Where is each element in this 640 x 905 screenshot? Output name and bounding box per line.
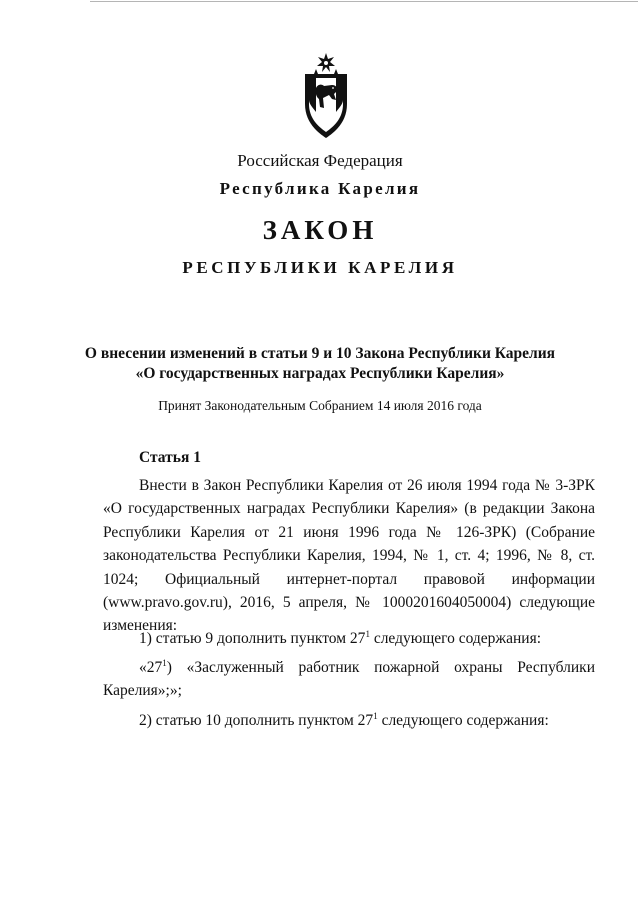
item-1-superscript: 1 xyxy=(365,629,370,639)
document-type-title: ЗАКОН xyxy=(262,215,378,245)
scan-edge-line xyxy=(90,1,638,2)
item-1-text: 1) статью 9 дополнить пунктом 27 xyxy=(139,630,366,647)
item-2-superscript: 1 xyxy=(373,711,378,721)
item-1-text-end: следующего содержания: xyxy=(369,630,542,647)
article-quote xyxy=(103,656,595,703)
karelia-coat-of-arms-icon xyxy=(296,52,356,140)
quote-text: «27 xyxy=(139,659,163,676)
republic-title: Республика Карелия xyxy=(219,179,421,198)
quote-text-end: ) «Заслуженный работник пожарной охраны Республики Карелия»;»; xyxy=(103,659,595,700)
law-subject-line-2: «О государственных наградах Республики Карелия» xyxy=(135,365,505,382)
item-2-text: 2) статью 10 дополнить пунктом 27 xyxy=(139,712,374,729)
item-2-text-end: следующего содержания: xyxy=(377,712,549,729)
law-subject xyxy=(0,344,640,384)
article-intro-paragraph: Внести в Закон Республики Карелия от 26 июля 1994 года № 3-ЗРК «О государственных наградах Республики Карелия» (в редакции Закона Республики Карелия от 21 июня 1996 года № 126-ЗРК) (Собрание законодательства Республики Карелия, 1994, № 1, ст. 4; 1996, № 8, ст. 1024; Официальный интернет-портал правовой информации (www.pravo.gov.ru), 2016, 5 апреля, № 1000201604050004) следующие изменения: xyxy=(103,477,595,635)
article-item-1 xyxy=(103,627,595,650)
issuer-title: РЕСПУБЛИКИ КАРЕЛИЯ xyxy=(182,258,458,277)
article-item-2 xyxy=(103,709,595,732)
law-subject-line-1: О внесении изменений в статьи 9 и 10 Закона Республики Карелия xyxy=(84,345,556,362)
country-title: Российская Федерация xyxy=(237,151,403,170)
article-title: Статья 1 xyxy=(139,449,201,466)
quote-superscript: 1 xyxy=(162,658,167,668)
adoption-note: Принят Законодательным Собранием 14 июля 2016 года xyxy=(158,398,482,413)
